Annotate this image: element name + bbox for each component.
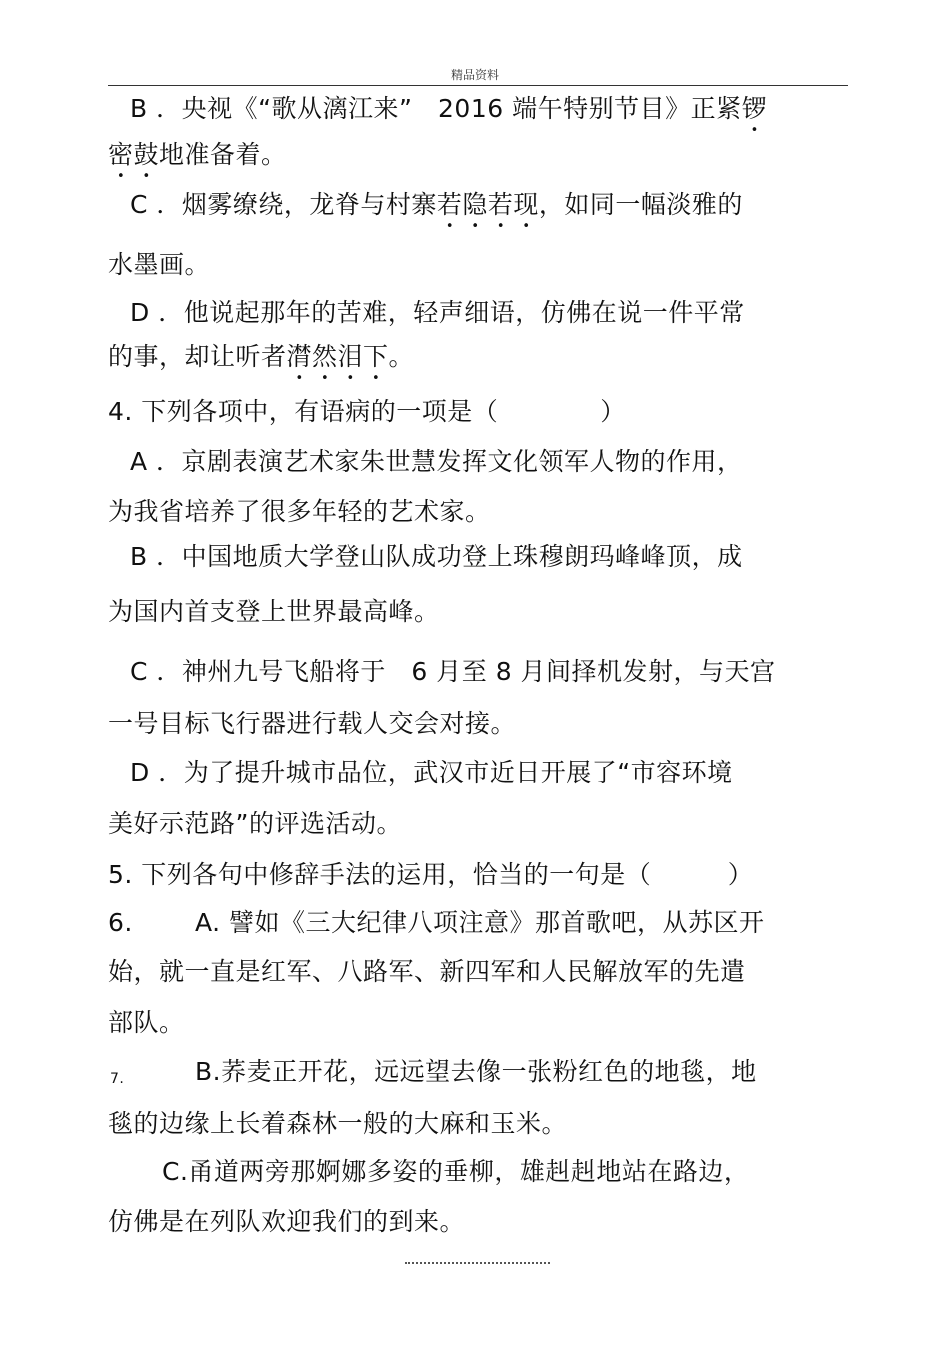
option-4c-line1: C ．神州九号飞船将于 6 月至 8 月间择机发射，与天宫: [130, 657, 776, 686]
option-3d-line2: [108, 340, 414, 386]
option-4b-line2: 为国内首支登上世界最高峰。: [108, 597, 440, 626]
emphasized-text: 若隐若现: [436, 190, 539, 219]
question-4: 4. 下列各项中，有语病的一项是（ ）: [108, 397, 626, 426]
footer-dotted-rule: [405, 1262, 550, 1264]
option-3d-line1: D ．他说起那年的苦难，轻声细语，仿佛在说一件平常: [130, 298, 745, 327]
option-5a-line1: A. 譬如《三大纪律八项注意》那首歌吧，从苏区开: [195, 908, 765, 937]
text: C ．烟雾缭绕，龙脊与村寨: [130, 190, 437, 219]
option-5b-line2: 毯的边缘上长着森林一般的大麻和玉米。: [108, 1109, 568, 1138]
emphasized-text: 锣: [741, 94, 768, 123]
option-3b-line1: [130, 92, 767, 138]
option-3c-line1: [130, 188, 743, 234]
list-number-6: 6.: [108, 908, 133, 937]
option-4d-line2: 美好示范路”的评选活动。: [108, 809, 402, 838]
page-header: 精品资料: [450, 68, 499, 82]
option-3c-line2: 水墨画。: [108, 250, 211, 279]
option-4a-line2: 为我省培养了很多年轻的艺术家。: [108, 497, 491, 526]
text: B ．央视《“歌从漓江来” 2016 端午特别节目》正紧: [130, 94, 742, 123]
option-5a-line2: 始，就一直是红军、八路军、新四军和人民解放军的先遣: [108, 957, 746, 986]
list-number-7: 7.: [110, 1071, 125, 1087]
emphasized-text: 密鼓: [108, 140, 160, 169]
option-4b-line1: B ．中国地质大学登山队成功登上珠穆朗玛峰峰顶，成: [130, 542, 743, 571]
text: 的事，却让听者: [108, 342, 287, 371]
option-4c-line2: 一号目标飞行器进行载人交会对接。: [108, 709, 517, 738]
option-4a-line1: A ．京剧表演艺术家朱世慧发挥文化领军人物的作用，: [130, 447, 743, 476]
option-4d-line1: D ．为了提升城市品位，武汉市近日开展了“市容环境: [130, 758, 733, 787]
option-5c-line1: C.甬道两旁那婀娜多姿的垂柳，雄赳赳地站在路边，: [162, 1157, 750, 1186]
text: 。: [388, 342, 415, 371]
text: 地准备着。: [159, 140, 287, 169]
emphasized-text: 潸然泪下: [286, 342, 389, 371]
option-5b-line1: B.荞麦正开花，远远望去像一张粉红色的地毯，地: [195, 1057, 757, 1086]
question-5: 5. 下列各句中修辞手法的运用，恰当的一句是（ ）: [108, 860, 754, 889]
option-5a-line3: 部队。: [108, 1008, 185, 1037]
option-5c-line2: 仿佛是在列队欢迎我们的到来。: [108, 1207, 466, 1236]
text: ，如同一幅淡雅的: [538, 190, 743, 219]
header-rule: [108, 85, 848, 86]
option-3b-line2: [108, 138, 287, 184]
